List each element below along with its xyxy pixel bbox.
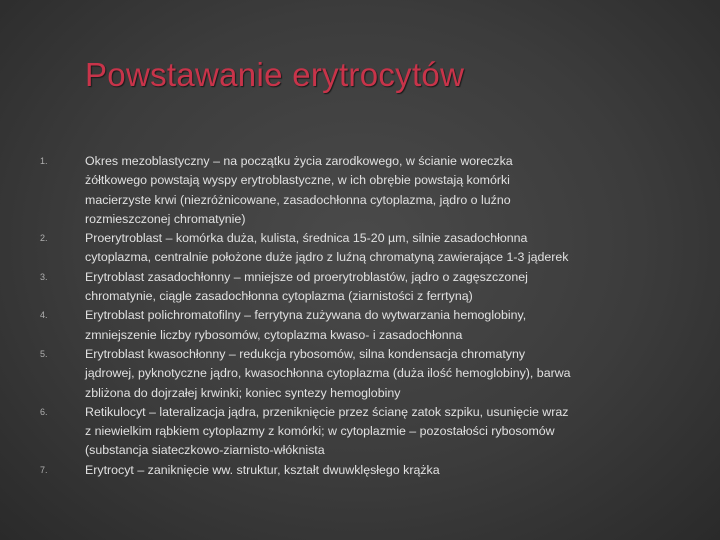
list-item-text: Erytroblast polichromatofilny – ferrytyna zużywana do wytwarzania hemoglobiny, zmniejszenie liczby rybosomów, cytoplazma kwaso- i zasadochłonna (85, 308, 527, 342)
slide-title: Powstawanie erytrocytów (85, 56, 465, 93)
list-item (40, 345, 708, 403)
list-item (40, 461, 708, 480)
list-item-text: Erytrocyt – zaniknięcie ww. struktur, kształt dwuwklęsłego krążka (85, 462, 440, 477)
list-item (40, 403, 708, 461)
numbered-list (40, 152, 708, 480)
list-item-number: 7. (40, 464, 48, 475)
list-item-number: 6. (40, 406, 48, 417)
list-item-text: Proerytroblast – komórka duża, kulista, średnica 15-20 µm, silnie zasadochłonna cytoplazma, centralnie położone duże jądro z luźną chromatyną zawierające 1-3 jąderek (85, 231, 569, 265)
list-item-text: Okres mezoblastyczny – na początku życia zarodkowego, w ścianie woreczka żółtkowego powstają wyspy erytroblastyczne, w ich obrębie powstają komórki macierzyste krwi (niezróżnicowane, zasadochłonna cytoplazma, jądro o luźno rozmieszczonej chromatynie) (85, 154, 513, 226)
list-item-number: 5. (40, 348, 48, 359)
list-item (40, 268, 708, 307)
list-item-number: 2. (40, 233, 48, 244)
list-item-text: Retikulocyt – lateralizacja jądra, przeniknięcie przez ścianę zatok szpiku, usunięcie wraz z niewielkim rąbkiem cytoplazmy z komórki; w cytoplazmie – pozostałości rybosomów (substancja siateczkowo-ziarnisto-włóknista (85, 404, 569, 458)
list-item (40, 152, 708, 229)
list-item-number: 1. (40, 156, 48, 166)
list-item (40, 306, 708, 345)
list-item-number: 3. (40, 271, 48, 282)
list-item (40, 229, 708, 268)
list-item-number: 4. (40, 310, 48, 321)
list-item-text: Erytroblast kwasochłonny – redukcja rybosomów, silna kondensacja chromatyny jądrowej, pyknotyczne jądro, kwasochłonna cytoplazma (duża ilość hemoglobiny), barwa zbliżona do dojrzałej krwinki; koniec syntezy hemoglobiny (85, 346, 571, 400)
list-item-text: Erytroblast zasadochłonny – mniejsze od proerytroblastów, jądro o zagęszczonej chromatynie, ciągle zasadochłonna cytoplazma (ziarnistości z ferrtyną) (85, 269, 528, 304)
